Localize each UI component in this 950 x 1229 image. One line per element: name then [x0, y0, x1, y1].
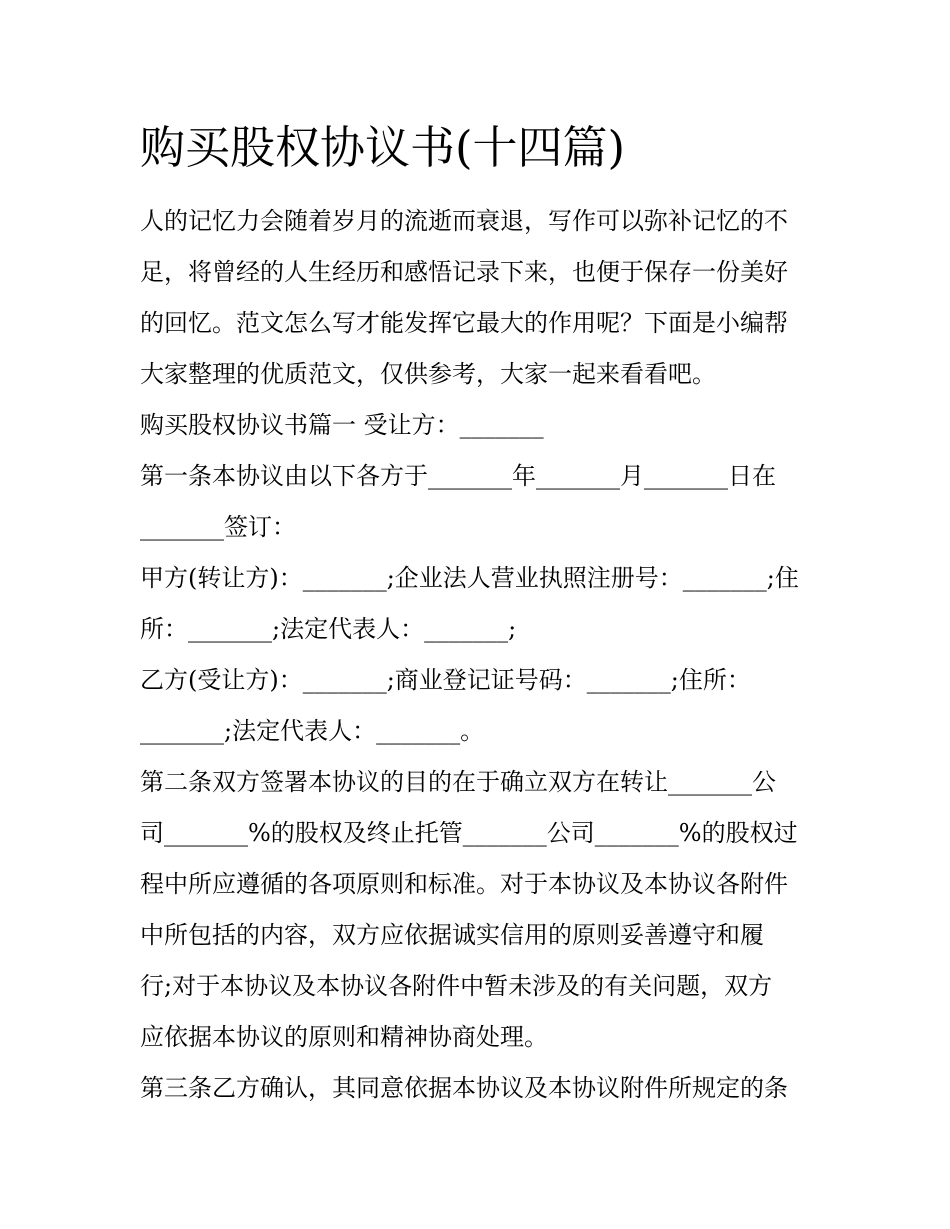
party-a-line-2: 所：_______;法定代表人：_______;: [140, 615, 517, 643]
article-2-line-4: 中所包括的内容，双方应依据诚实信用的原则妥善遵守和履: [140, 921, 764, 949]
document-title: 购买股权协议书(十四篇): [140, 121, 626, 174]
article-3-line-1: 第三条乙方确认，其同意依据本协议及本协议附件所规定的条: [140, 1074, 788, 1102]
body-line-1: 人的记忆力会随着岁月的流逝而衰退，写作可以弥补记忆的不: [140, 207, 788, 235]
article-2-line-3: 程中所应遵循的各项原则和标准。对于本协议及本协议各附件: [140, 870, 788, 898]
article-2-line-2: 司_______%的股权及终止托管_______公司_______%的股权过: [140, 819, 798, 847]
article-2-line-1: 第二条双方签署本协议的目的在于确立双方在转让_______公: [140, 768, 776, 796]
party-a-line-1: 甲方(转让方)：_______;企业法人营业执照注册号：_______;住: [140, 564, 799, 592]
party-b-line-2: _______;法定代表人：_______。: [140, 717, 485, 745]
body-line-4: 大家整理的优质范文，仅供参考，大家一起来看看吧。: [140, 360, 716, 388]
article-1-line-2: _______签订：: [140, 513, 296, 541]
article-2-line-6: 应依据本协议的原则和精神协商处理。: [140, 1023, 548, 1051]
body-line-3: 的回忆。范文怎么写才能发挥它最大的作用呢？下面是小编帮: [140, 309, 788, 337]
body-line-2: 足，将曾经的人生经历和感悟记录下来，也便于保存一份美好: [140, 258, 788, 286]
article-1-line-1: 第一条本协议由以下各方于_______年_______月_______日在: [140, 462, 776, 490]
section-heading-line: 购买股权协议书篇一 受让方：_______: [140, 411, 544, 439]
article-2-line-5: 行;对于本协议及本协议各附件中暂未涉及的有关问题，双方: [140, 972, 773, 1000]
party-b-line-1: 乙方(受让方)：_______;商业登记证号码：_______;住所：: [140, 666, 751, 694]
